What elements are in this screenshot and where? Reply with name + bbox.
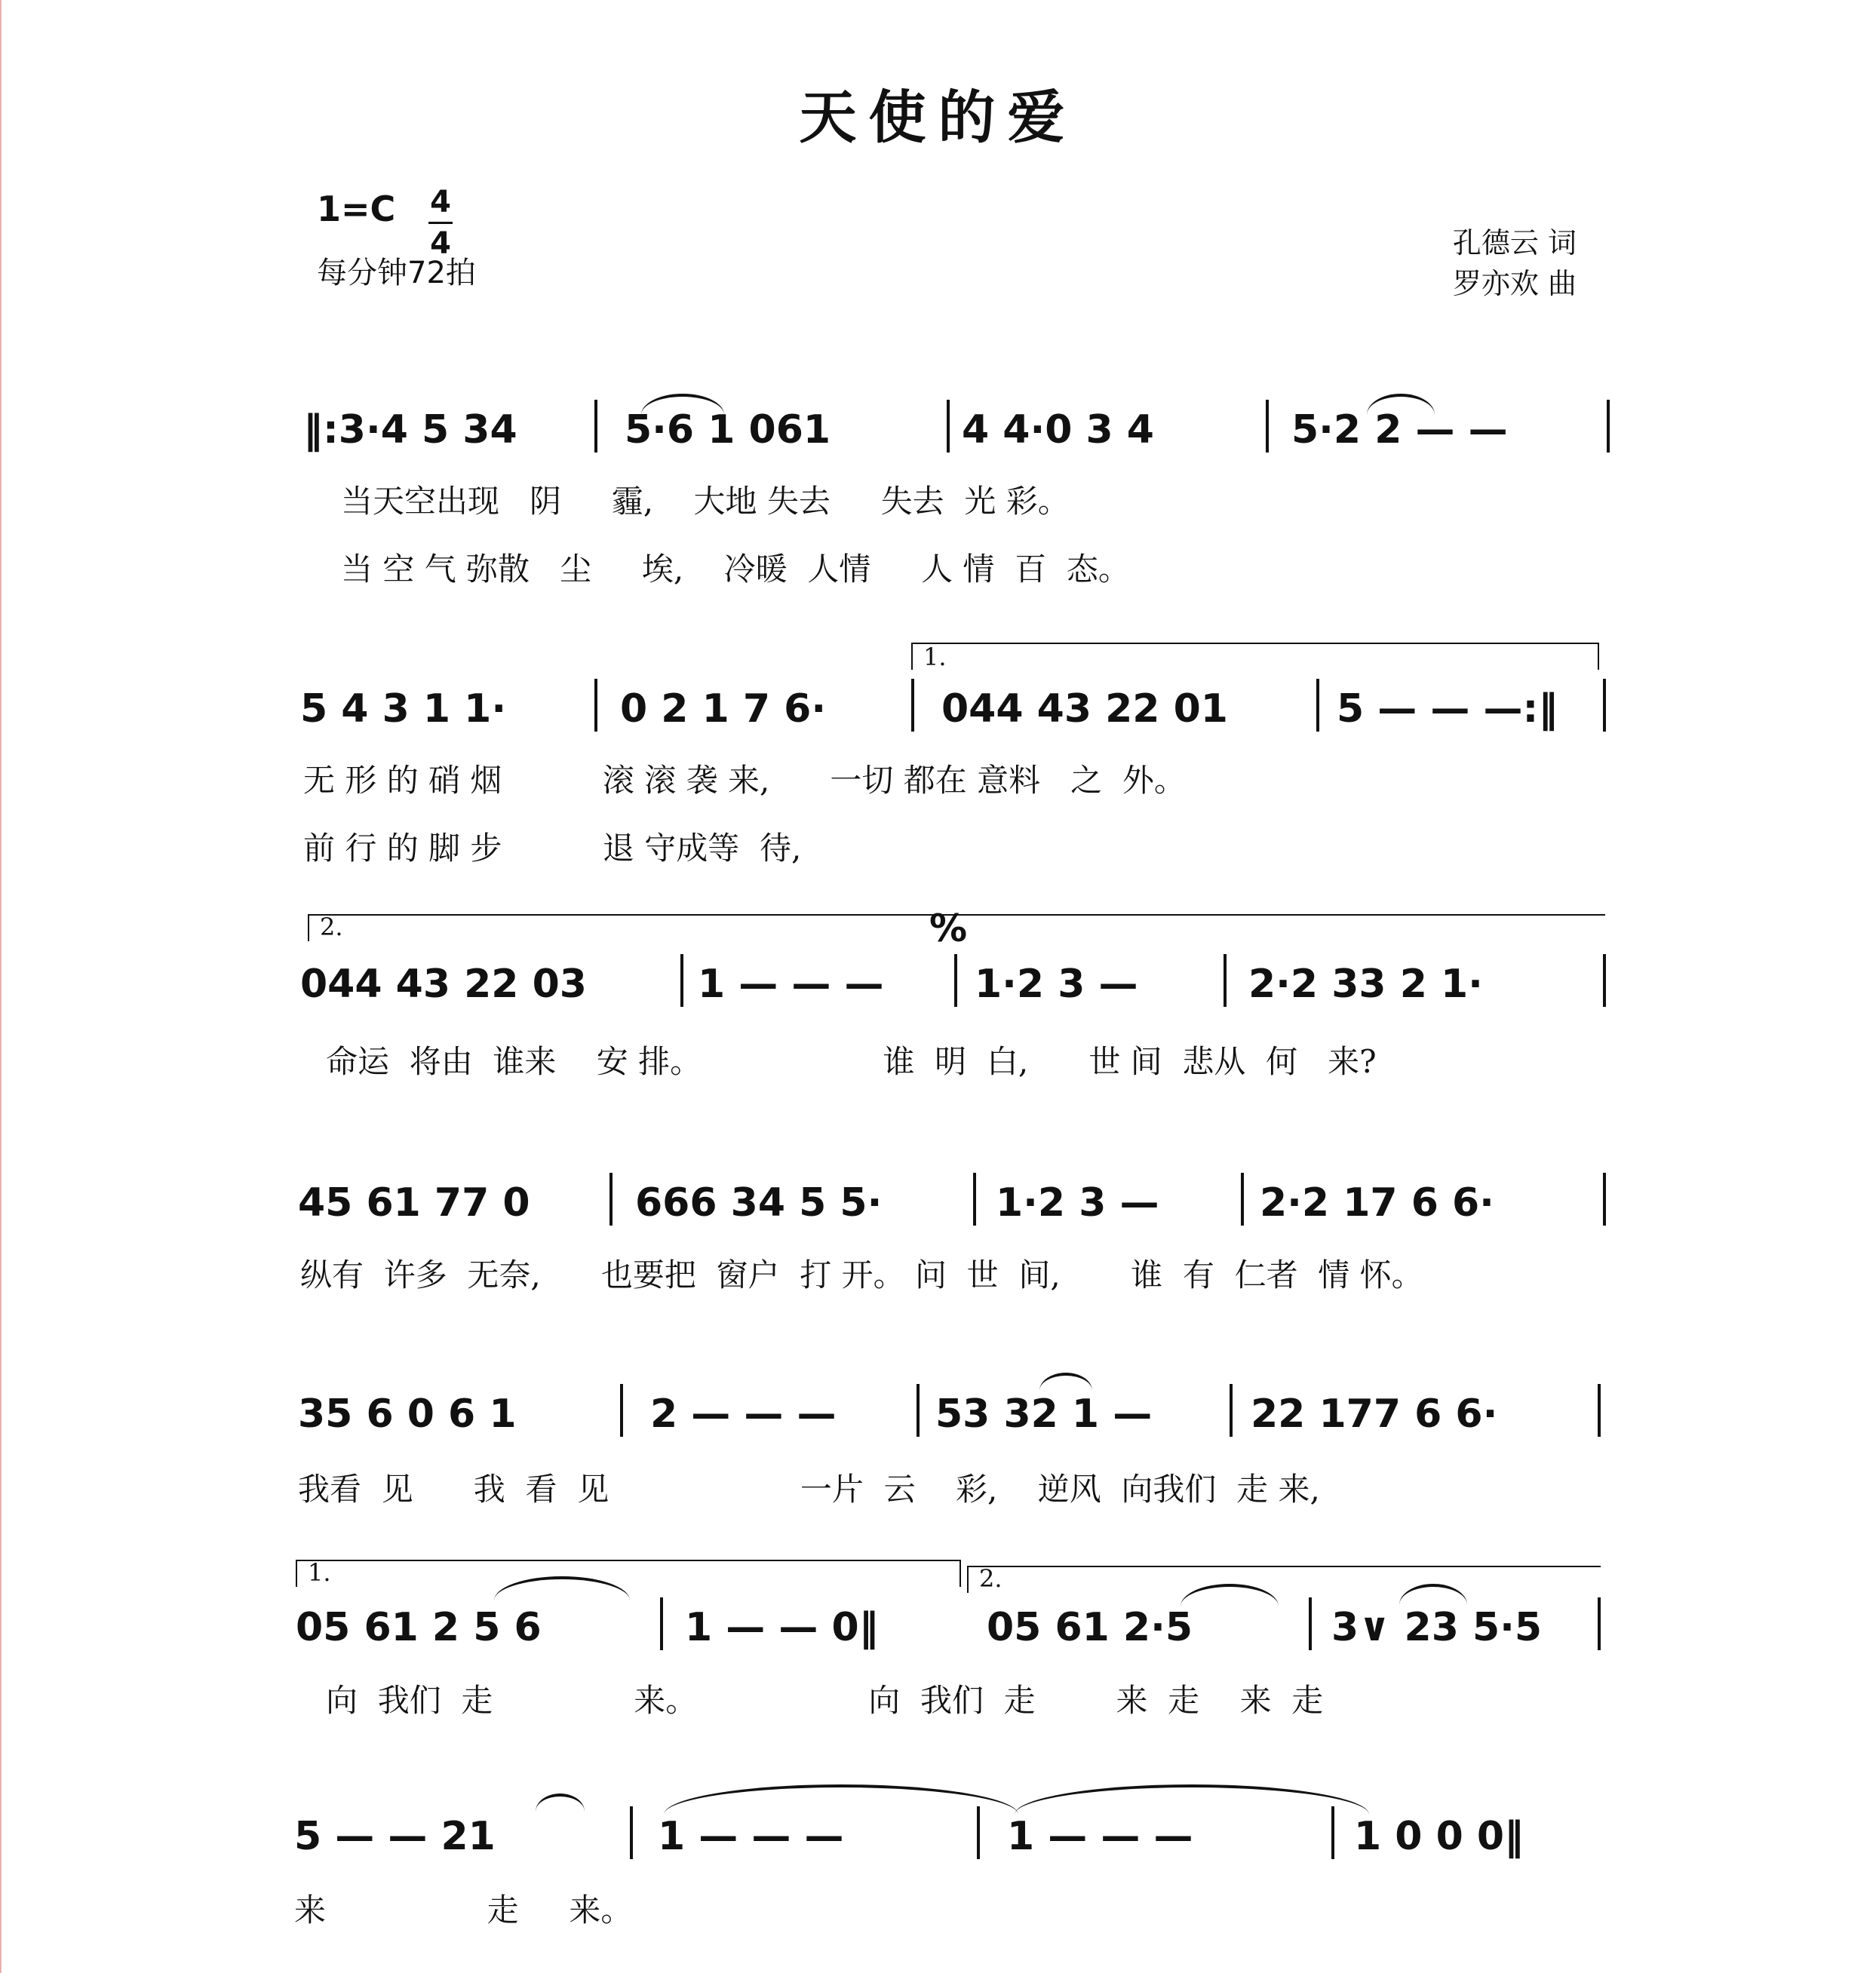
tempo-marking: 每分钟72拍 bbox=[317, 256, 476, 290]
measure-28: 1 0 0 0‖ bbox=[1354, 1814, 1524, 1859]
volta-tick bbox=[911, 643, 913, 670]
key-signature: 1=C bbox=[317, 189, 396, 229]
volta-tick bbox=[296, 1560, 297, 1587]
lyric-line: 前 行 的 脚 步 退 守成等 待, bbox=[303, 830, 802, 867]
measure-2: 5·6 1 061 bbox=[625, 407, 831, 453]
volta-label-1b: 1. bbox=[308, 1558, 331, 1587]
final-repeat-barline bbox=[1603, 679, 1606, 732]
barline bbox=[1309, 1597, 1312, 1650]
slur bbox=[1039, 1373, 1092, 1391]
system-6-lyrics bbox=[0, 1676, 1876, 1721]
measure-7: 044 43 22 01 bbox=[941, 686, 1228, 732]
volta-bracket-1 bbox=[911, 643, 1599, 644]
slur bbox=[641, 394, 724, 415]
measure-9: 044 43 22 03 bbox=[300, 962, 587, 1007]
measure-1: ‖:3·4 5 34 bbox=[303, 407, 517, 453]
volta-bracket-1b bbox=[296, 1560, 961, 1561]
measure-26: 1 — — — bbox=[658, 1814, 844, 1859]
measure-21: 05 61 2 5 6 bbox=[296, 1605, 542, 1650]
barline bbox=[1241, 1173, 1244, 1226]
barline bbox=[1598, 1597, 1601, 1650]
system-1-lyrics-verse-1 bbox=[0, 477, 1876, 522]
barline bbox=[680, 954, 683, 1007]
barline bbox=[630, 1806, 633, 1859]
measure-22: 1 — — 0‖ bbox=[685, 1605, 879, 1650]
measure-5: 5 4 3 1 1· bbox=[300, 686, 507, 732]
barline bbox=[1266, 400, 1269, 453]
system-5-lyrics bbox=[0, 1465, 1876, 1510]
measure-8: 5 — — —:‖ bbox=[1337, 686, 1558, 732]
barline bbox=[1598, 1384, 1601, 1437]
song-title: 天使的爱 bbox=[799, 84, 1077, 151]
barline bbox=[1230, 1384, 1233, 1437]
measure-19: 53 32 1 — bbox=[935, 1392, 1153, 1437]
tie bbox=[1015, 1784, 1369, 1815]
measure-16: 2·2 17 6 6· bbox=[1260, 1180, 1494, 1226]
volta-tick bbox=[308, 914, 309, 941]
barline bbox=[917, 1384, 920, 1437]
slur bbox=[1367, 394, 1435, 415]
barline bbox=[1607, 400, 1610, 453]
measure-4: 5·2 2 — — bbox=[1291, 407, 1508, 453]
system-2-lyrics-verse-1 bbox=[0, 756, 1876, 801]
slur bbox=[1181, 1584, 1279, 1606]
measure-10: 1 — — — bbox=[698, 962, 884, 1007]
segno-sign: % bbox=[929, 907, 968, 950]
lyric-line: 纵有 许多 无奈, 也要把 窗户 打 开。 问 世 间, 谁 有 仁者 情 怀。 bbox=[300, 1257, 1423, 1293]
system-3-lyrics bbox=[0, 1037, 1876, 1082]
measure-17: 35 6 0 6 1 bbox=[298, 1392, 517, 1437]
time-signature-top: 4 bbox=[430, 185, 451, 219]
lyric-line: 无 形 的 硝 烟 滚 滚 袭 来, 一切 都在 意料 之 外。 bbox=[303, 762, 1186, 799]
measure-23: 05 61 2·5 bbox=[987, 1605, 1193, 1650]
lyric-line: 当 空 气 弥散 尘 埃, 冷暖 人情 人 情 百 态。 bbox=[341, 551, 1130, 588]
slur bbox=[1399, 1584, 1467, 1605]
volta-label-1: 1. bbox=[923, 643, 947, 671]
barline bbox=[594, 400, 597, 453]
measure-3: 4 4·0 3 4 bbox=[962, 407, 1154, 453]
volta-label-2: 2. bbox=[320, 913, 343, 941]
measure-11: 1·2 3 — bbox=[975, 962, 1138, 1007]
system-3-notes bbox=[0, 954, 1876, 1022]
time-signature-bar bbox=[428, 222, 453, 224]
measure-12: 2·2 33 2 1· bbox=[1248, 962, 1483, 1007]
volta-tick bbox=[959, 1560, 961, 1587]
barline bbox=[660, 1597, 663, 1650]
system-7-notes bbox=[0, 1806, 1876, 1874]
barline bbox=[609, 1173, 613, 1226]
system-4-notes bbox=[0, 1173, 1876, 1241]
barline bbox=[1224, 954, 1227, 1007]
time-signature-bottom: 4 bbox=[430, 226, 451, 261]
lyricist-credit: 孔德云 词 bbox=[1452, 226, 1577, 259]
measure-15: 1·2 3 — bbox=[996, 1180, 1159, 1226]
measure-6: 0 2 1 7 6· bbox=[620, 686, 827, 732]
lyric-line: 当天空出现 阴 霾, 大地 失去 失去 光 彩。 bbox=[341, 483, 1070, 520]
barline bbox=[947, 400, 950, 453]
system-7-lyrics bbox=[0, 1886, 1876, 1931]
volta-label-2b: 2. bbox=[979, 1564, 1002, 1593]
system-5-notes bbox=[0, 1384, 1876, 1452]
measure-27: 1 — — — bbox=[1007, 1814, 1193, 1859]
volta-tick bbox=[1598, 643, 1599, 670]
measure-25: 5 — — 21 bbox=[294, 1814, 496, 1859]
barline bbox=[1316, 679, 1319, 732]
volta-tick bbox=[967, 1566, 969, 1593]
lyric-line: 命运 将由 谁来 安 排。 谁 明 白, 世 间 悲从 何 来? bbox=[326, 1043, 1377, 1080]
lyric-line: 来 走 来。 bbox=[294, 1892, 633, 1929]
slur bbox=[536, 1793, 585, 1812]
barline bbox=[594, 679, 597, 732]
barline bbox=[1603, 954, 1606, 1007]
credits bbox=[1418, 222, 1577, 304]
system-6-notes bbox=[0, 1597, 1876, 1665]
system-2-lyrics-verse-2 bbox=[0, 824, 1876, 869]
barline bbox=[973, 1173, 976, 1226]
system-1-lyrics-verse-2 bbox=[0, 545, 1876, 590]
system-4-lyrics bbox=[0, 1250, 1876, 1296]
system-1-notes bbox=[0, 400, 1876, 468]
barline bbox=[911, 679, 914, 732]
volta-bracket-2b bbox=[967, 1566, 1601, 1567]
measure-14: 666 34 5 5· bbox=[635, 1180, 883, 1226]
measure-20: 22 177 6 6· bbox=[1251, 1392, 1498, 1437]
barline bbox=[1603, 1173, 1606, 1226]
lyric-line: 向 我们 走 来。 向 我们 走 来 走 来 走 bbox=[326, 1682, 1324, 1719]
system-2-notes bbox=[0, 679, 1876, 747]
slur bbox=[494, 1576, 630, 1600]
barline bbox=[620, 1384, 623, 1437]
lyric-line: 我看 见 我 看 见 一片 云 彩, 逆风 向我们 走 来, bbox=[298, 1471, 1320, 1508]
tie bbox=[664, 1784, 1018, 1815]
measure-24: 3∨ 23 5·5 bbox=[1331, 1605, 1543, 1650]
measure-13: 45 61 77 0 bbox=[298, 1180, 530, 1226]
barline bbox=[954, 954, 957, 1007]
measure-18: 2 — — — bbox=[650, 1392, 837, 1437]
composer-credit: 罗亦欢 曲 bbox=[1452, 267, 1577, 300]
